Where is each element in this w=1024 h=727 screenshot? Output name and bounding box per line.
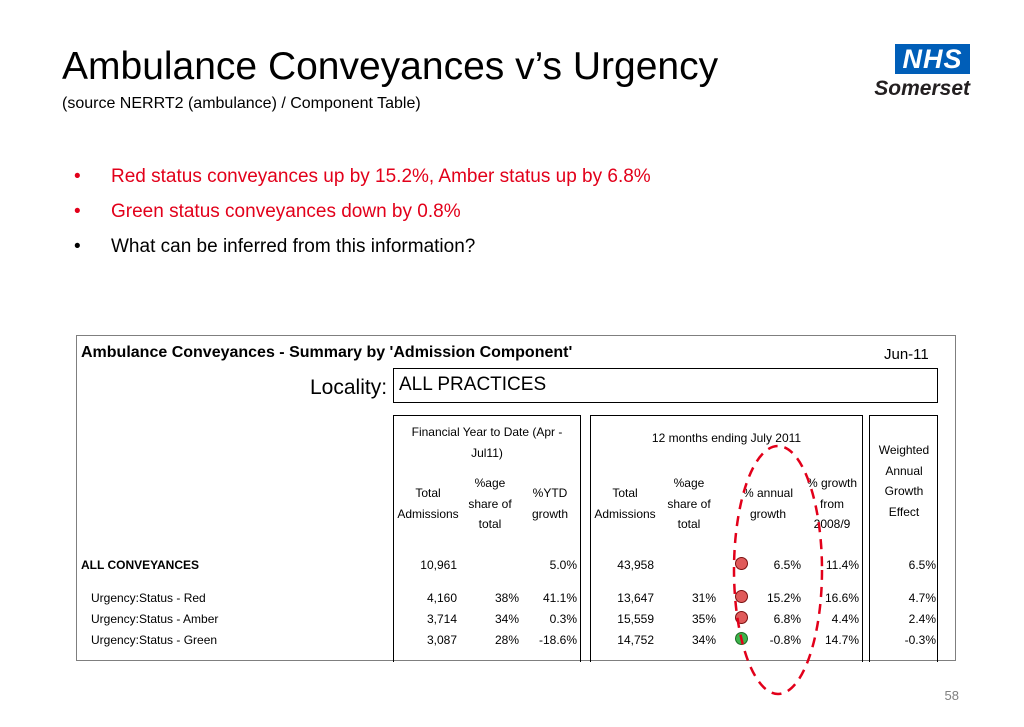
cell-12m-total: 14,752 — [617, 633, 654, 647]
bullet-marker: • — [74, 201, 81, 222]
cell-ytd-total: 3,087 — [426, 633, 457, 647]
cell-12m-annual: -0.8% — [769, 633, 801, 647]
col-header-ytd-growth: %YTD growth — [531, 486, 569, 521]
table-title: Ambulance Conveyances - Summary by 'Admission Component' — [81, 344, 573, 361]
cell-12m-annual: 6.8% — [773, 612, 801, 626]
cell-ytd-growth: 0.3% — [549, 612, 577, 626]
cell-12m-share: 35% — [691, 612, 716, 626]
cell-ytd-growth: -18.6% — [538, 633, 577, 647]
cell-12m-annual: 6.5% — [773, 558, 801, 572]
slide-title: Ambulance Conveyances v’s Urgency — [62, 45, 719, 88]
row-label: Urgency:Status - Green — [91, 633, 218, 647]
cell-12m-growth-0809: 11.4% — [825, 558, 859, 572]
weighted-header: Weighted Annual Growth Effect — [878, 443, 930, 519]
cell-12m-total: 43,958 — [617, 558, 654, 572]
cell-weighted: 2.4% — [908, 612, 936, 626]
cell-ytd-share: 34% — [494, 612, 519, 626]
logo-org-name: Somerset — [874, 77, 970, 100]
nhs-badge-text: NHS — [902, 44, 963, 74]
col-header-ytd-total: Total Admissions — [397, 486, 459, 521]
cell-12m-share: 34% — [691, 633, 716, 647]
col-header-12m-annual: % annual growth — [742, 486, 794, 521]
bullet-text: What can be inferred from this information? — [111, 236, 476, 257]
cell-12m-total: 15,559 — [617, 612, 654, 626]
cell-ytd-share: 28% — [494, 633, 519, 647]
cell-12m-growth-0809: 4.4% — [831, 612, 859, 626]
cell-ytd-total: 10,961 — [420, 558, 457, 572]
row-label: Urgency:Status - Amber — [91, 612, 219, 626]
bullet-text: Red status conveyances up by 15.2%, Amber status up by 6.8% — [111, 166, 651, 187]
cell-12m-growth-0809: 16.6% — [824, 591, 859, 605]
twelve-month-group-header: 12 months ending July 2011 — [651, 431, 802, 445]
cell-ytd-total: 4,160 — [426, 591, 457, 605]
cell-12m-annual: 15.2% — [766, 591, 801, 605]
col-header-12m-share: %age share of total — [667, 476, 711, 531]
cell-weighted: -0.3% — [904, 633, 936, 647]
locality-label: Locality: — [310, 376, 388, 399]
cell-12m-growth-0809: 14.7% — [824, 633, 859, 647]
cell-ytd-share: 38% — [494, 591, 519, 605]
slide-subtitle: (source NERRT2 (ambulance) / Component Table) — [62, 95, 421, 112]
row-label: Urgency:Status - Red — [91, 591, 206, 605]
col-header-12m-total: Total Admissions — [594, 486, 656, 521]
cell-weighted: 6.5% — [908, 558, 936, 572]
bullet-marker: • — [74, 236, 81, 257]
cell-12m-total: 13,647 — [617, 591, 654, 605]
cell-ytd-growth: 41.1% — [542, 591, 577, 605]
row-label: ALL CONVEYANCES — [81, 558, 200, 572]
ytd-group-header: Financial Year to Date (Apr - Jul11) — [411, 425, 563, 460]
highlight-ellipse — [734, 446, 822, 694]
cell-ytd-growth: 5.0% — [549, 558, 577, 572]
page-number: 58 — [944, 688, 959, 703]
bullet-marker: • — [74, 166, 81, 187]
cell-12m-share: 31% — [691, 591, 716, 605]
locality-value: ALL PRACTICES — [399, 374, 547, 395]
col-header-ytd-share: %age share of total — [468, 476, 512, 531]
table-date: Jun-11 — [884, 346, 929, 363]
bullet-text: Green status conveyances down by 0.8% — [111, 201, 461, 222]
cell-weighted: 4.7% — [908, 591, 936, 605]
col-header-12m-growth-0809: % growth from 2008/9 — [806, 476, 858, 531]
cell-ytd-total: 3,714 — [426, 612, 457, 626]
